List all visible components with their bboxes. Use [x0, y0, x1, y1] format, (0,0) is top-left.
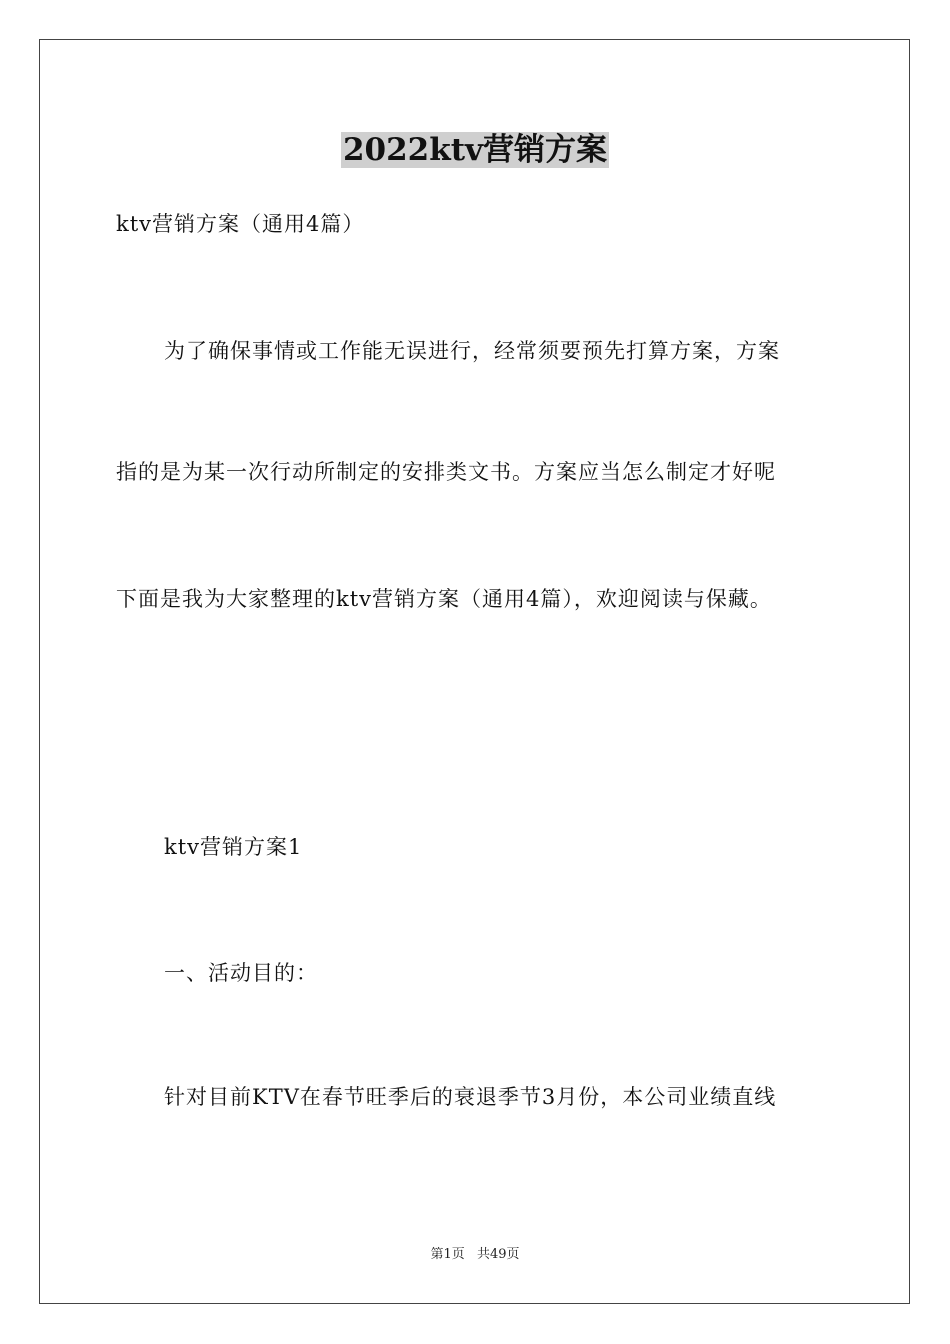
page-total: 共49页 [476, 1247, 520, 1262]
section-heading: ktv营销方案1 [164, 835, 303, 859]
intro-line-3: 下面是我为大家整理的ktv营销方案（通用4篇），欢迎阅读与保藏。 [116, 587, 772, 611]
subheading: 一、活动目的： [164, 961, 318, 985]
intro-line-1: 为了确保事情或工作能无误进行，经常须要预先打算方案，方案 [164, 339, 780, 363]
page-footer [0, 1246, 950, 1264]
page-number: 第1页 [430, 1247, 465, 1262]
intro-line-2: 指的是为某一次行动所制定的安排类文书。方案应当怎么制定才好呢 [116, 460, 776, 484]
document-subtitle: ktv营销方案（通用4篇） [116, 212, 365, 236]
body-line: 针对目前KTV在春节旺季后的衰退季节3月份，本公司业绩直线 [164, 1085, 777, 1109]
document-title [0, 128, 950, 172]
document-title-text: 2022ktv营销方案 [342, 132, 608, 168]
